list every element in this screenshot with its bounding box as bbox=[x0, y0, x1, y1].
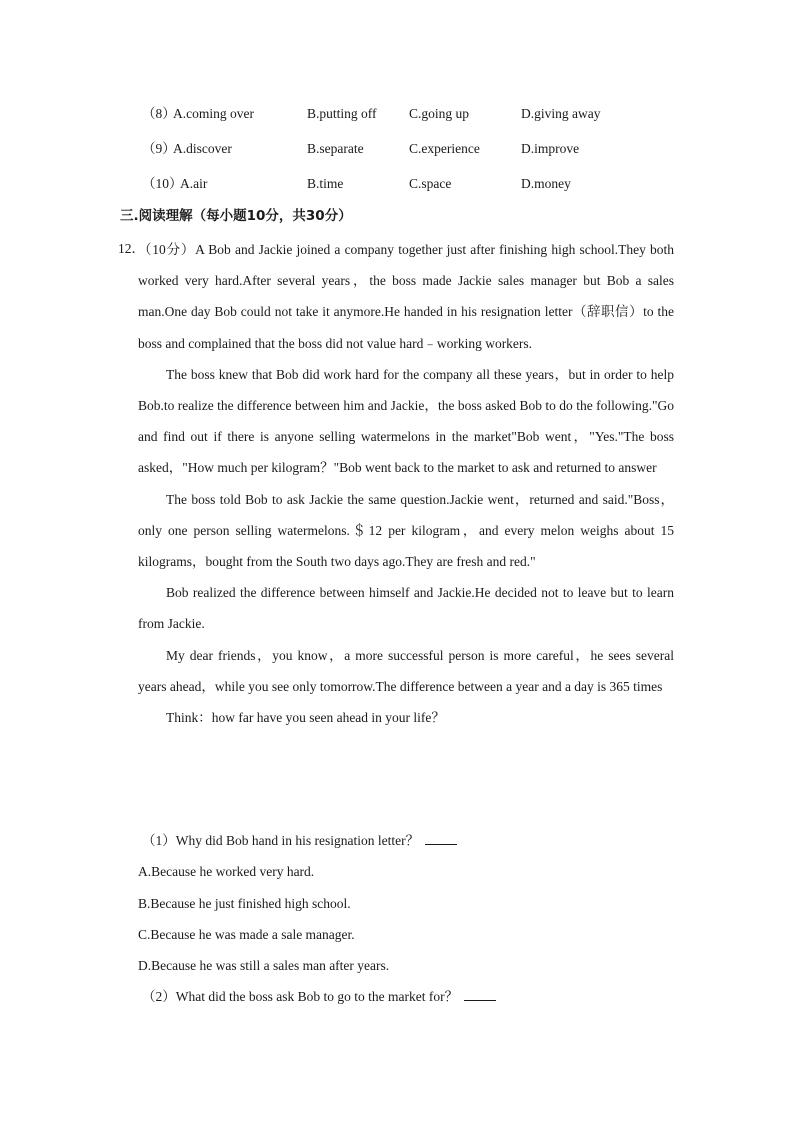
choice-d: D.Because he was still a sales man after years. bbox=[138, 958, 390, 973]
passage-paragraph-2: The boss knew that Bob did work hard for the company all these years，but in order to help Bob.to realize the difference between him and Jackie，the boss asked Bob to do the following."Go and find out if there is anyone selling watermelons in the market"Bob went，"Yes."The boss asked，"How much per kilogram？"Bob went back to the market to ask and returned to answer bbox=[138, 366, 674, 476]
option-a: A.discover bbox=[173, 141, 232, 156]
options-row-9 bbox=[0, 139, 794, 159]
option-a: A.coming over bbox=[173, 106, 254, 121]
answer-blank[interactable] bbox=[464, 988, 496, 1001]
option-d: D.giving away bbox=[521, 106, 601, 121]
sub-question-stem: （2）What did the boss ask Bob to go to the market for？ bbox=[142, 989, 459, 1004]
passage-paragraph-1 bbox=[138, 234, 674, 359]
option-b: B.putting off bbox=[307, 106, 377, 121]
question-score: （10分） bbox=[138, 242, 196, 257]
option-d: D.improve bbox=[521, 141, 580, 156]
sub-question-stem: （1）Why did Bob hand in his resignation letter？ bbox=[142, 833, 420, 848]
passage-paragraph-4: Bob realized the difference between himself and Jackie.He decided not to leave but to learn from Jackie. bbox=[138, 585, 674, 632]
question-number-label: 12． bbox=[118, 241, 145, 256]
option-number: （9） bbox=[142, 141, 176, 156]
option-b: B.separate bbox=[307, 141, 364, 156]
options-row-10 bbox=[0, 174, 794, 194]
passage-paragraph-3: The boss told Bob to ask Jackie the same question.Jackie went，returned and said."Boss，only one person selling watermelons.＄12 per kilogram，and every melon weighs about 15 kilograms，bought from the South two days ago.They are fresh and red." bbox=[138, 491, 674, 570]
option-c: C.space bbox=[409, 176, 452, 191]
option-c: C.going up bbox=[409, 106, 470, 121]
choice-c: C.Because he was made a sale manager. bbox=[138, 927, 355, 942]
option-a: A.air bbox=[180, 176, 208, 191]
sub-question-2 bbox=[142, 987, 496, 1007]
passage-paragraph-6: Think：how far have you seen ahead in your life？ bbox=[166, 710, 445, 726]
options-row-8 bbox=[0, 104, 794, 124]
paragraph-text: A Bob and Jackie joined a company together just after finishing high school.They both worked very hard.After several years，the boss made Jackie sales manager but Bob a sales man.One day Bob could not take it anymore.He handed in his resignation letter（辞职信）to the boss and complained that the boss did not value hard﹣working workers. bbox=[138, 242, 674, 351]
answer-blank[interactable] bbox=[425, 832, 457, 845]
choice-b: B.Because he just finished high school. bbox=[138, 896, 351, 911]
option-d: D.money bbox=[521, 176, 571, 191]
option-number: （10） bbox=[142, 176, 183, 191]
option-c: C.experience bbox=[409, 141, 480, 156]
section-title: 三.阅读理解（每小题10分，共30分） bbox=[120, 208, 352, 224]
reading-passage bbox=[138, 234, 674, 733]
option-b: B.time bbox=[307, 176, 344, 191]
passage-paragraph-5: My dear friends，you know，a more successful person is more careful，he sees several years ahead，while you see only tomorrow.The difference between a year and a day is 365 times bbox=[138, 647, 674, 694]
option-number: （8） bbox=[142, 106, 176, 121]
choice-a: A.Because he worked very hard. bbox=[138, 864, 315, 879]
sub-question-1 bbox=[142, 831, 457, 851]
